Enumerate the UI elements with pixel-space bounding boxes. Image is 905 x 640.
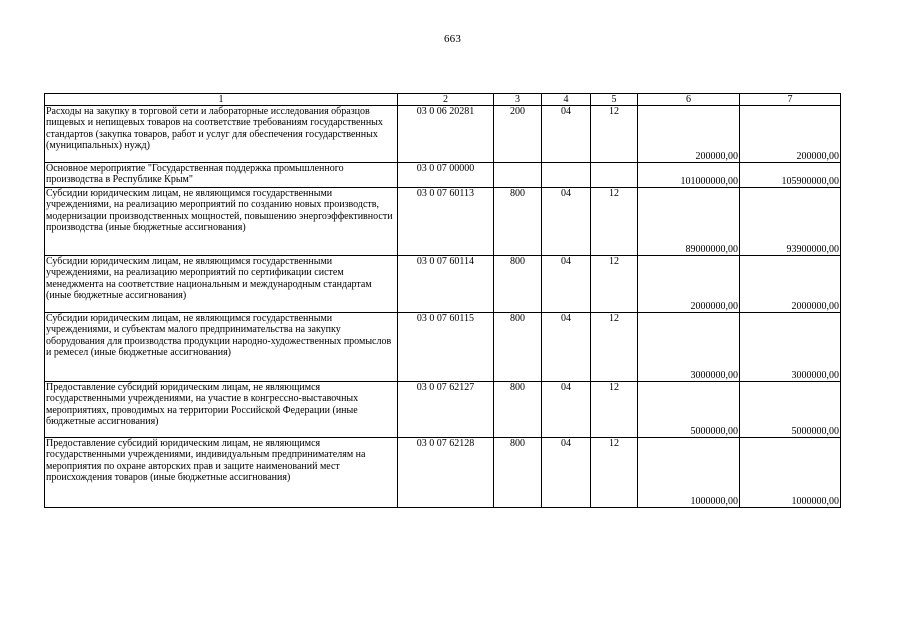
row-expense-type: 800 bbox=[494, 188, 542, 256]
row-code: 03 0 07 60113 bbox=[398, 188, 494, 256]
row-value-2: 3000000,00 bbox=[740, 313, 841, 382]
row-section: 04 bbox=[542, 382, 591, 438]
row-name: Основное мероприятие "Государственная поддержка промышленного производства в Республике Крым" bbox=[45, 163, 398, 188]
table-row bbox=[45, 106, 841, 163]
row-code: 03 0 07 62127 bbox=[398, 382, 494, 438]
row-value-2: 1000000,00 bbox=[740, 438, 841, 508]
row-expense-type: 800 bbox=[494, 438, 542, 508]
table-row bbox=[45, 256, 841, 313]
row-section: 04 bbox=[542, 438, 591, 508]
row-name: Расходы на закупку в торговой сети и лабораторные исследования образцов пищевых и непищевых товаров на соответствие требованиям государственных стандартов (закупка товаров, работ и услуг для обеспечения государственных (муниципальных) нужд) bbox=[45, 106, 398, 163]
column-header: 3 bbox=[494, 94, 542, 106]
row-expense-type: 800 bbox=[494, 256, 542, 313]
table-row bbox=[45, 438, 841, 508]
row-value-1: 89000000,00 bbox=[638, 188, 740, 256]
row-subsection: 12 bbox=[591, 106, 638, 163]
row-subsection bbox=[591, 163, 638, 188]
column-header: 5 bbox=[591, 94, 638, 106]
row-subsection: 12 bbox=[591, 256, 638, 313]
row-subsection: 12 bbox=[591, 382, 638, 438]
row-code: 03 0 07 00000 bbox=[398, 163, 494, 188]
row-name: Субсидии юридическим лицам, не являющимся государственными учреждениями, на реализацию мероприятий по сертификации систем менеджмента на соответствие национальным и международным стандартам (иные бюджетные ассигнования) bbox=[45, 256, 398, 313]
row-value-2: 5000000,00 bbox=[740, 382, 841, 438]
row-value-2: 105900000,00 bbox=[740, 163, 841, 188]
row-expense-type: 200 bbox=[494, 106, 542, 163]
row-code: 03 0 07 60114 bbox=[398, 256, 494, 313]
column-header: 6 bbox=[638, 94, 740, 106]
row-value-1: 200000,00 bbox=[638, 106, 740, 163]
row-expense-type bbox=[494, 163, 542, 188]
row-expense-type: 800 bbox=[494, 313, 542, 382]
header-row bbox=[45, 94, 841, 106]
row-section: 04 bbox=[542, 313, 591, 382]
row-value-2: 93900000,00 bbox=[740, 188, 841, 256]
row-code: 03 0 07 60115 bbox=[398, 313, 494, 382]
row-section: 04 bbox=[542, 256, 591, 313]
row-value-1: 2000000,00 bbox=[638, 256, 740, 313]
row-value-1: 101000000,00 bbox=[638, 163, 740, 188]
page-number: 663 bbox=[443, 33, 462, 45]
row-name: Предоставление субсидий юридическим лицам, не являющимся государственными учреждениями, индивидуальным предпринимателям на мероприятия по охране авторских прав и защите наименований мест происхождения товаров (иные бюджетные ассигнования) bbox=[45, 438, 398, 508]
table-row bbox=[45, 163, 841, 188]
row-code: 03 0 06 20281 bbox=[398, 106, 494, 163]
row-section bbox=[542, 163, 591, 188]
table-row bbox=[45, 382, 841, 438]
column-header: 7 bbox=[740, 94, 841, 106]
row-value-2: 200000,00 bbox=[740, 106, 841, 163]
row-section: 04 bbox=[542, 106, 591, 163]
row-section: 04 bbox=[542, 188, 591, 256]
table-row bbox=[45, 188, 841, 256]
row-value-1: 3000000,00 bbox=[638, 313, 740, 382]
column-header: 4 bbox=[542, 94, 591, 106]
row-value-1: 5000000,00 bbox=[638, 382, 740, 438]
row-subsection: 12 bbox=[591, 313, 638, 382]
row-expense-type: 800 bbox=[494, 382, 542, 438]
row-value-2: 2000000,00 bbox=[740, 256, 841, 313]
row-value-1: 1000000,00 bbox=[638, 438, 740, 508]
row-name: Предоставление субсидий юридическим лицам, не являющимся государственными учреждениями, на участие в конгрессно-выставочных мероприятиях, проводимых на территории Российской Федерации (иные бюджетные ассигнования) bbox=[45, 382, 398, 438]
row-name: Субсидии юридическим лицам, не являющимся государственными учреждениями, и субъектам малого предпринимательства на закупку оборудования для производства продукции народно-художественных промыслов и ремесел (иные бюджетные ассигнования) bbox=[45, 313, 398, 382]
row-code: 03 0 07 62128 bbox=[398, 438, 494, 508]
column-header: 1 bbox=[45, 94, 398, 106]
budget-table bbox=[44, 93, 841, 508]
table-row bbox=[45, 313, 841, 382]
column-header: 2 bbox=[398, 94, 494, 106]
row-subsection: 12 bbox=[591, 438, 638, 508]
row-name: Субсидии юридическим лицам, не являющимся государственными учреждениями, на реализацию мероприятий по созданию новых производств, модернизации производственных мощностей, повышению энергоэффективности производства (иные бюджетные ассигнования) bbox=[45, 188, 398, 256]
row-subsection: 12 bbox=[591, 188, 638, 256]
